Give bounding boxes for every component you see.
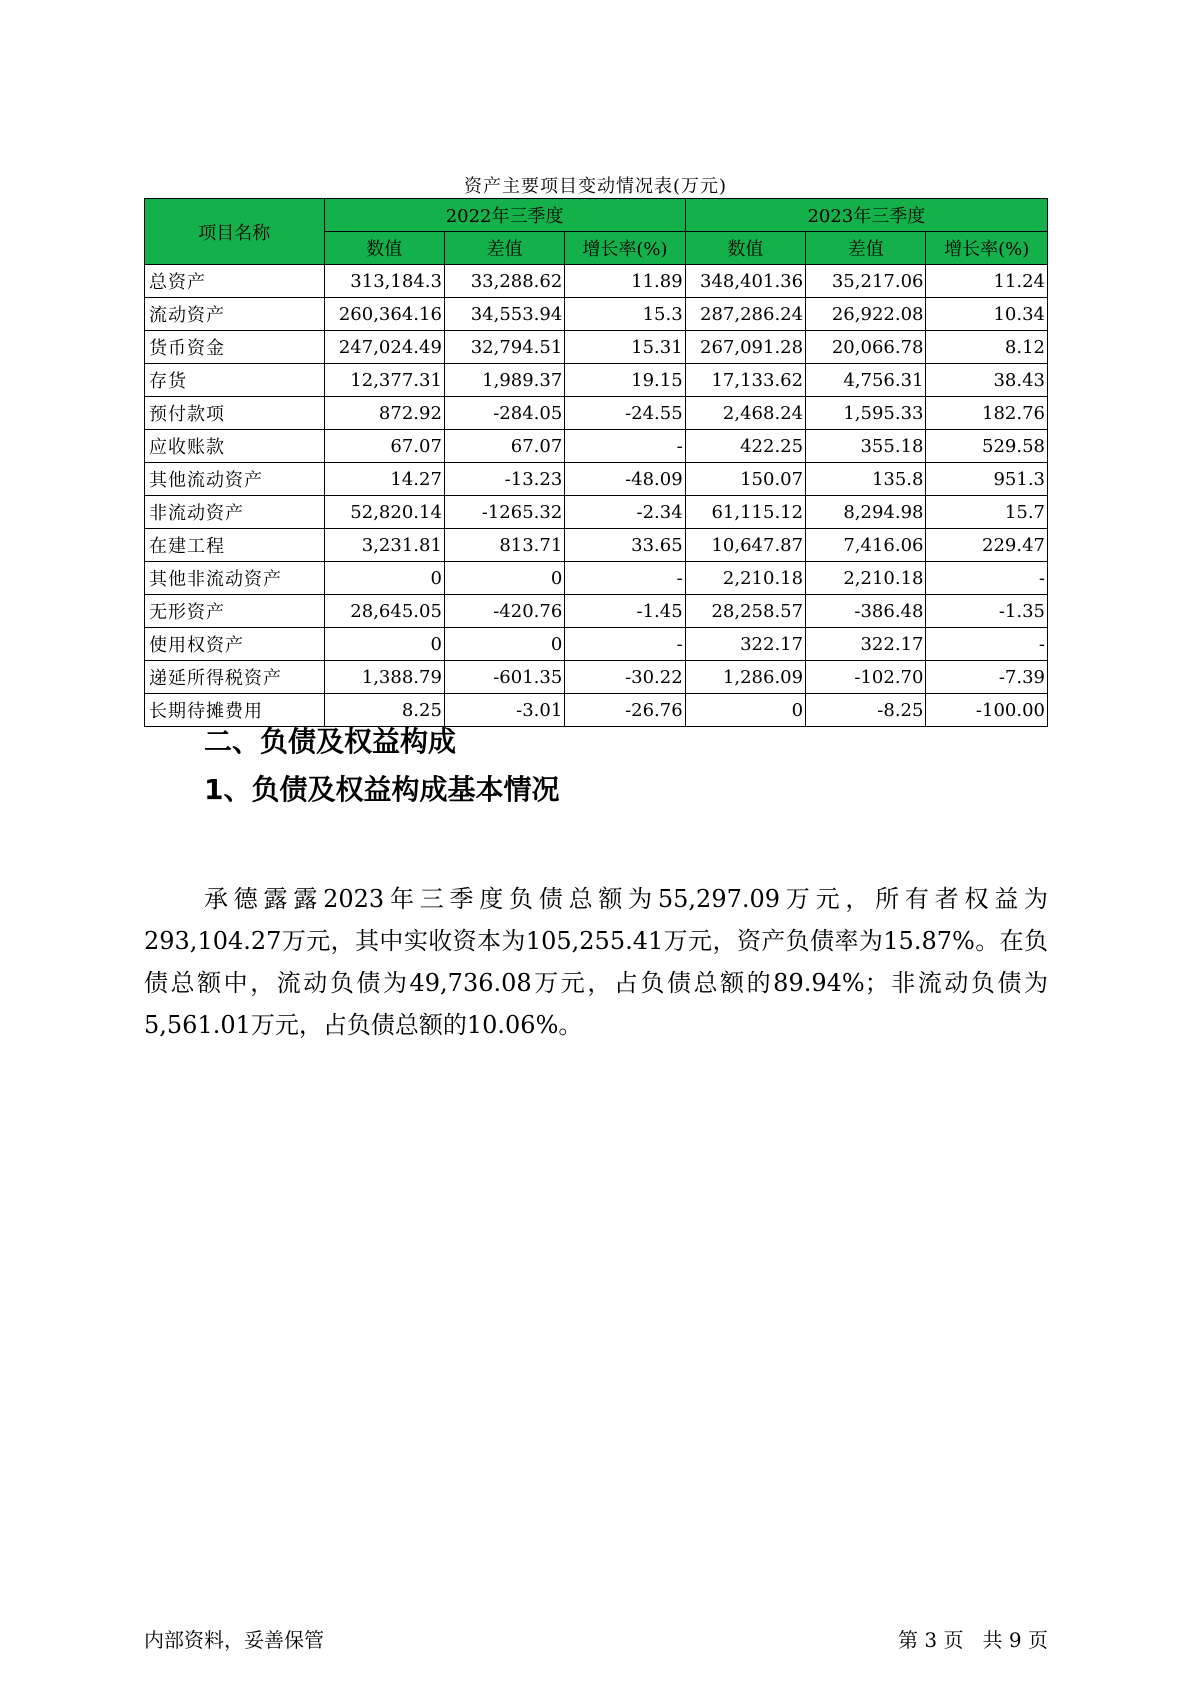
table-cell: 1,388.79 [324, 661, 444, 694]
table-cell: 4,756.31 [806, 364, 926, 397]
section-heading: 二、负债及权益构成 [204, 725, 457, 758]
table-row [145, 628, 1048, 661]
table-cell: 19.15 [565, 364, 685, 397]
table-cell: 229.47 [926, 529, 1048, 562]
table-cell: 28,258.57 [685, 595, 805, 628]
header-2022-q3: 2022年三季度 [324, 199, 685, 232]
table-cell: 951.3 [926, 463, 1048, 496]
table-cell: 34,553.94 [444, 298, 564, 331]
row-label: 其他非流动资产 [145, 562, 325, 595]
table-row [145, 298, 1048, 331]
header-growth-2023: 增长率(%) [926, 232, 1048, 265]
table-row [145, 463, 1048, 496]
table-cell: 8.12 [926, 331, 1048, 364]
table-cell: -1.45 [565, 595, 685, 628]
table-cell: 0 [444, 562, 564, 595]
table-cell: 33,288.62 [444, 265, 564, 298]
header-diff-2022: 差值 [444, 232, 564, 265]
row-label: 应收账款 [145, 430, 325, 463]
footer-confidential: 内部资料，妥善保管 [144, 1628, 324, 1652]
table-cell: 67.07 [444, 430, 564, 463]
table-cell: -100.00 [926, 694, 1048, 727]
table-cell: 10,647.87 [685, 529, 805, 562]
table-row [145, 595, 1048, 628]
header-value-2022: 数值 [324, 232, 444, 265]
table-cell: 8,294.98 [806, 496, 926, 529]
table-cell: -48.09 [565, 463, 685, 496]
table-cell: 287,286.24 [685, 298, 805, 331]
subsection-heading: 1、负债及权益构成基本情况 [204, 773, 560, 806]
table-cell: 33.65 [565, 529, 685, 562]
row-label: 非流动资产 [145, 496, 325, 529]
table-cell: 260,364.16 [324, 298, 444, 331]
table-cell: 267,091.28 [685, 331, 805, 364]
table-cell: - [926, 628, 1048, 661]
table-cell: -7.39 [926, 661, 1048, 694]
table-row [145, 364, 1048, 397]
table-cell: 14.27 [324, 463, 444, 496]
row-label: 存货 [145, 364, 325, 397]
table-cell: 0 [685, 694, 805, 727]
table-cell: -24.55 [565, 397, 685, 430]
table-cell: -26.76 [565, 694, 685, 727]
table-cell: 2,210.18 [685, 562, 805, 595]
row-label: 递延所得税资产 [145, 661, 325, 694]
table-cell: 35,217.06 [806, 265, 926, 298]
table-cell: 7,416.06 [806, 529, 926, 562]
table-cell: 1,286.09 [685, 661, 805, 694]
table-cell: -284.05 [444, 397, 564, 430]
table-cell: - [926, 562, 1048, 595]
table-cell: 8.25 [324, 694, 444, 727]
table-cell: 10.34 [926, 298, 1048, 331]
table-cell: 813.71 [444, 529, 564, 562]
header-2023-q3: 2023年三季度 [685, 199, 1047, 232]
row-label: 无形资产 [145, 595, 325, 628]
table-cell: -601.35 [444, 661, 564, 694]
table-cell: - [565, 430, 685, 463]
table-cell: 872.92 [324, 397, 444, 430]
table-cell: 15.31 [565, 331, 685, 364]
table-cell: -386.48 [806, 595, 926, 628]
row-label: 在建工程 [145, 529, 325, 562]
table-cell: 355.18 [806, 430, 926, 463]
header-item-name: 项目名称 [145, 199, 325, 265]
header-growth-2022: 增长率(%) [565, 232, 685, 265]
row-label: 其他流动资产 [145, 463, 325, 496]
table-cell: -13.23 [444, 463, 564, 496]
table-caption: 资产主要项目变动情况表(万元) [463, 176, 728, 197]
table-row [145, 661, 1048, 694]
table-cell: 15.7 [926, 496, 1048, 529]
table-cell: 1,989.37 [444, 364, 564, 397]
table-cell: 26,922.08 [806, 298, 926, 331]
table-cell: 12,377.31 [324, 364, 444, 397]
table-cell: -1265.32 [444, 496, 564, 529]
table-cell: 15.3 [565, 298, 685, 331]
row-label: 流动资产 [145, 298, 325, 331]
table-cell: 247,024.49 [324, 331, 444, 364]
table-row [145, 331, 1048, 364]
table-row [145, 529, 1048, 562]
table-cell: 529.58 [926, 430, 1048, 463]
table-cell: 32,794.51 [444, 331, 564, 364]
table-cell: - [565, 628, 685, 661]
table-cell: 0 [324, 562, 444, 595]
table-row [145, 496, 1048, 529]
table-cell: -30.22 [565, 661, 685, 694]
footer-page-number: 第 3 页 共 9 页 [898, 1628, 1048, 1652]
table-row [145, 397, 1048, 430]
table-cell: -3.01 [444, 694, 564, 727]
header-diff-2023: 差值 [806, 232, 926, 265]
row-label: 总资产 [145, 265, 325, 298]
table-cell: -1.35 [926, 595, 1048, 628]
table-cell: -102.70 [806, 661, 926, 694]
table-body [145, 265, 1048, 727]
table-row [145, 430, 1048, 463]
table-cell: 322.17 [806, 628, 926, 661]
table-cell: 3,231.81 [324, 529, 444, 562]
row-label: 预付款项 [145, 397, 325, 430]
table-cell: -8.25 [806, 694, 926, 727]
table-cell: 322.17 [685, 628, 805, 661]
table-cell: 313,184.3 [324, 265, 444, 298]
table-cell: 38.43 [926, 364, 1048, 397]
table-cell: -420.76 [444, 595, 564, 628]
table-cell: 17,133.62 [685, 364, 805, 397]
table-cell: - [565, 562, 685, 595]
table-cell: 1,595.33 [806, 397, 926, 430]
table-cell: 182.76 [926, 397, 1048, 430]
header-value-2023: 数值 [685, 232, 805, 265]
table-cell: 2,468.24 [685, 397, 805, 430]
table-row [145, 265, 1048, 298]
row-label: 长期待摊费用 [145, 694, 325, 727]
table-cell: 150.07 [685, 463, 805, 496]
table-cell: 28,645.05 [324, 595, 444, 628]
table-cell: 67.07 [324, 430, 444, 463]
table-cell: 2,210.18 [806, 562, 926, 595]
table-cell: 348,401.36 [685, 265, 805, 298]
table-cell: 61,115.12 [685, 496, 805, 529]
row-label: 使用权资产 [145, 628, 325, 661]
table-cell: 0 [324, 628, 444, 661]
table-cell: 11.89 [565, 265, 685, 298]
asset-change-table [144, 198, 1048, 727]
table-cell: 135.8 [806, 463, 926, 496]
row-label: 货币资金 [145, 331, 325, 364]
table-cell: 11.24 [926, 265, 1048, 298]
table-cell: 0 [444, 628, 564, 661]
table-row [145, 562, 1048, 595]
table-cell: 20,066.78 [806, 331, 926, 364]
table-cell: -2.34 [565, 496, 685, 529]
table-cell: 422.25 [685, 430, 805, 463]
body-paragraph: 承德露露2023年三季度负债总额为55,297.09万元，所有者权益为293,104.27万元，其中实收资本为105,255.41万元，资产负债率为15.87%。在负债总额中，流动负债为49,736.08万元，占负债总额的89.94%；非流动负债为5,561.01万元，占负债总额的10.06%。 [144, 885, 1048, 1039]
table-cell: 52,820.14 [324, 496, 444, 529]
